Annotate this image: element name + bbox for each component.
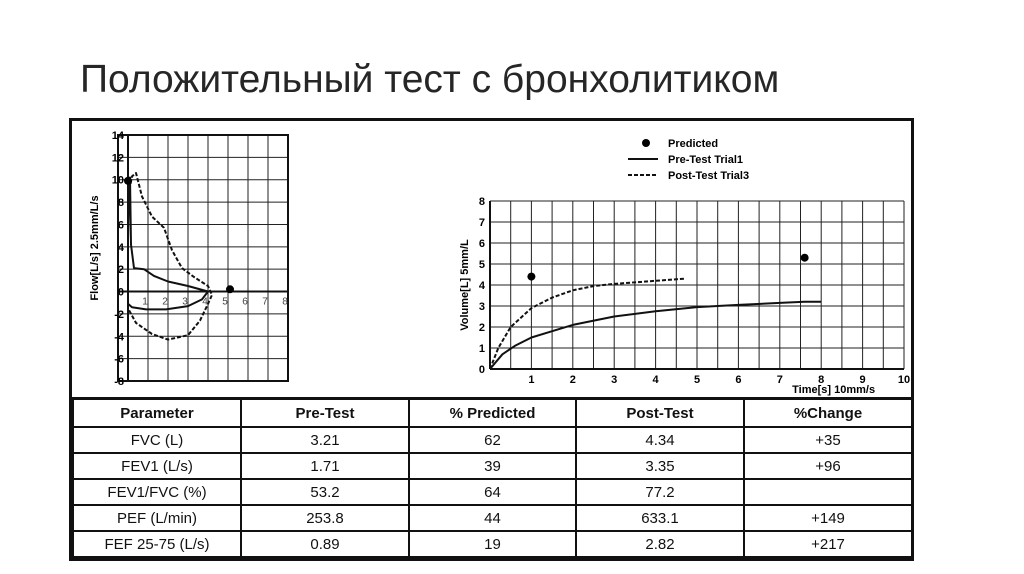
- table-cell: +149: [744, 505, 912, 531]
- x-tick-label: 3: [182, 296, 188, 308]
- x-axis-label: Time[s] 10mm/s: [792, 384, 876, 396]
- plot-border: [118, 135, 288, 381]
- x-tick-label: 3: [611, 374, 618, 386]
- y-tick-label: -4: [114, 331, 124, 344]
- x-tick-label: 8: [282, 296, 288, 308]
- table-cell: 62: [409, 427, 576, 453]
- table-cell: +217: [744, 531, 912, 557]
- volume-time-chart: [452, 127, 912, 397]
- table-cell: +35: [744, 427, 912, 453]
- y-tick-label: 14: [111, 130, 124, 142]
- x-tick-label: 8: [818, 374, 825, 386]
- grid: [118, 135, 288, 381]
- table-header-row: [73, 399, 912, 428]
- legend-marker: [642, 139, 650, 147]
- table-cell: 53.2: [241, 479, 409, 505]
- legend-label: Pre-Test Trial1: [668, 154, 743, 166]
- y-tick-label: 6: [117, 219, 124, 232]
- data-point-marker: [801, 254, 809, 262]
- y-tick-label: 6: [478, 238, 485, 250]
- y-tick-label: 4: [117, 241, 124, 254]
- y-tick-label: 1: [478, 343, 485, 355]
- data-point-marker: [527, 273, 535, 281]
- y-tick-label: 2: [478, 322, 485, 334]
- table-cell: 77.2: [576, 479, 744, 505]
- y-tick-label: -2: [114, 308, 124, 321]
- x-tick-label: 5: [222, 296, 228, 308]
- table-cell: 19: [409, 531, 576, 557]
- grid: [490, 201, 904, 369]
- table-cell: 64: [409, 479, 576, 505]
- table-cell: FEV1/FVC (%): [73, 479, 241, 505]
- y-axis-label: Volume[L] 5mm/L: [459, 239, 471, 331]
- table-cell: 39: [409, 453, 576, 479]
- table-cell: 3.21: [241, 427, 409, 453]
- table-row: [73, 505, 912, 531]
- x-tick-label: 7: [262, 296, 268, 308]
- x-tick-label: 2: [569, 374, 576, 386]
- table-row: [73, 531, 912, 557]
- table-row: [73, 479, 912, 505]
- column-header: % Predicted: [409, 399, 576, 428]
- y-tick-label: 2: [117, 264, 124, 277]
- y-tick-label: 4: [478, 280, 485, 292]
- x-tick-label: 10: [897, 374, 911, 386]
- table-row: [73, 427, 912, 453]
- y-tick-label: 3: [478, 301, 485, 313]
- x-tick-label: 4: [652, 374, 659, 386]
- table-cell: FEF 25-75 (L/s): [73, 531, 241, 557]
- x-tick-label: 5: [693, 374, 701, 386]
- slide-title: Положительный тест с бронхолитиком: [80, 58, 780, 101]
- table-cell: 1.71: [241, 453, 409, 479]
- y-tick-label: 0: [478, 364, 485, 376]
- legend-label: Predicted: [668, 138, 719, 150]
- table-cell: 44: [409, 505, 576, 531]
- y-tick-label: 5: [478, 259, 485, 271]
- legend-label: Post-Test Trial3: [668, 170, 750, 182]
- x-tick-label: 1: [142, 296, 148, 308]
- y-tick-label: -6: [114, 353, 124, 366]
- x-tick-label: 2: [162, 296, 168, 308]
- column-header: Pre-Test: [241, 399, 409, 428]
- y-tick-label: 7: [478, 217, 485, 229]
- table-row: [73, 453, 912, 479]
- table-cell: 633.1: [576, 505, 744, 531]
- spirometry-table: [72, 397, 913, 558]
- table-cell: 2.82: [576, 531, 744, 557]
- flow-volume-chart: [82, 127, 312, 389]
- data-point-marker: [124, 177, 132, 185]
- x-tick-label: 6: [242, 296, 248, 308]
- x-tick-label: 7: [776, 374, 783, 386]
- x-tick-label: 6: [735, 374, 742, 386]
- table-cell: FVC (L): [73, 427, 241, 453]
- table-cell: [744, 479, 912, 505]
- table-cell: +96: [744, 453, 912, 479]
- data-point-marker: [226, 285, 234, 293]
- y-axis-label: Flow[L/s] 2.5mm/L/s: [89, 195, 101, 301]
- table-cell: PEF (L/min): [73, 505, 241, 531]
- series-line-1: [128, 173, 212, 340]
- y-tick-label: -8: [114, 376, 124, 388]
- y-tick-label: 12: [111, 152, 124, 165]
- table-cell: 0.89: [241, 531, 409, 557]
- table-cell: 4.34: [576, 427, 744, 453]
- y-tick-label: 8: [117, 197, 124, 210]
- table-cell: 253.8: [241, 505, 409, 531]
- x-tick-label: 9: [859, 374, 866, 386]
- y-tick-label: 0: [117, 286, 124, 299]
- table-cell: 3.35: [576, 453, 744, 479]
- column-header: Parameter: [73, 399, 241, 428]
- legend: [628, 138, 749, 182]
- x-tick-label: 1: [528, 374, 535, 386]
- x-tick-label: 4: [202, 296, 208, 308]
- figure-panel: [69, 118, 914, 561]
- y-tick-label: 10: [111, 174, 124, 187]
- column-header: %Change: [744, 399, 912, 428]
- table-cell: FEV1 (L/s): [73, 453, 241, 479]
- column-header: Post-Test: [576, 399, 744, 428]
- y-tick-label: 8: [478, 196, 485, 208]
